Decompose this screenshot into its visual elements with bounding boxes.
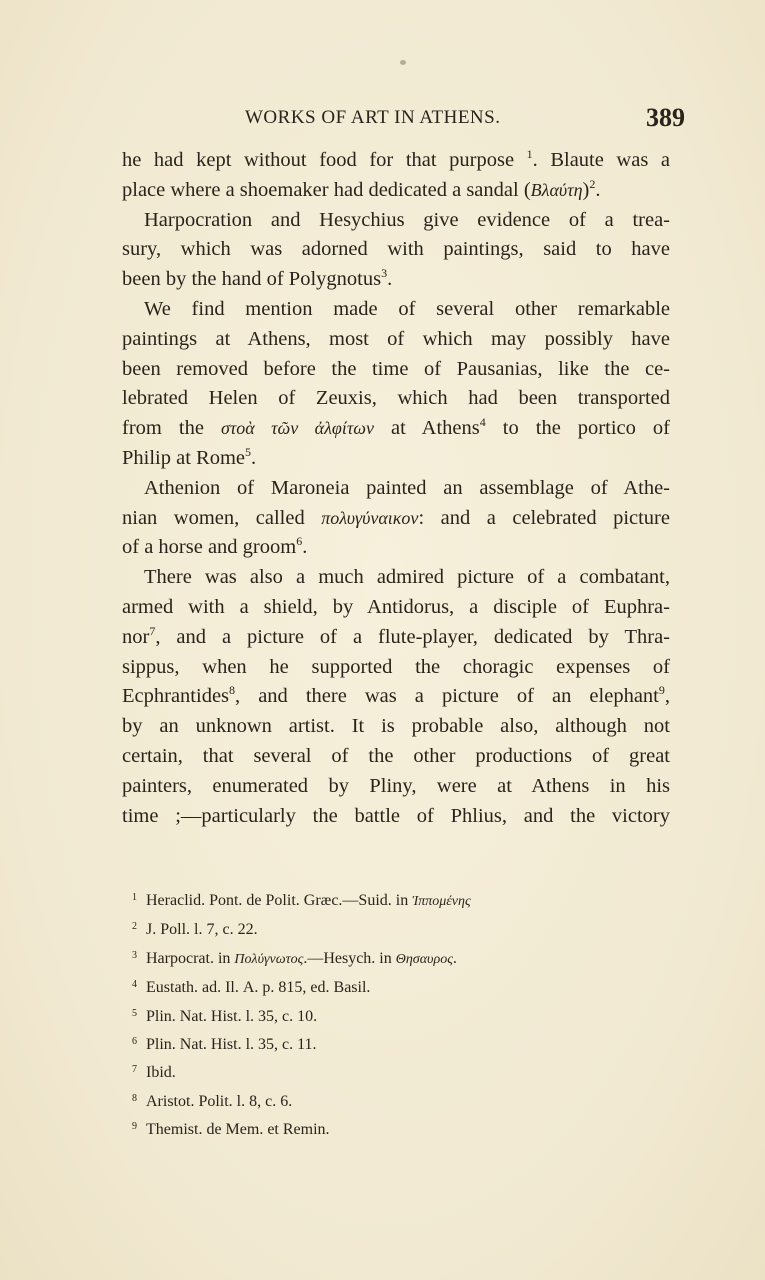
footnote-ref: 4 — [479, 415, 486, 430]
text-line: by an unknown artist. It is probable also, although not — [122, 715, 670, 738]
text-line: nor$^7$, and a picture of a flute-player, dedicated by Thra- — [122, 623, 670, 648]
footnote: 8 Aristot. Polit. l. 8, c. 6. — [132, 1086, 612, 1114]
footnote-ref: 6 — [296, 534, 303, 549]
footnote-ref: 3 — [381, 266, 388, 281]
greek-term: πολυγύναικον — [321, 507, 419, 528]
greek-term: Ἱππομένης — [412, 894, 471, 909]
text-line: been removed before the time of Pausanias, like the ce- — [122, 357, 670, 380]
paragraph-start-line: There was also a much admired picture of a combatant, — [144, 566, 670, 589]
text-line: sippus, when he supported the choragic expenses of — [122, 655, 670, 678]
text-line: from the στοὰ τῶν ἀλφίτων at Athens$^4$ to the portico of — [122, 415, 670, 440]
footnote-ref: 7 — [149, 623, 156, 638]
footnote-mark: 8 — [132, 1092, 137, 1104]
body-text — [122, 146, 670, 831]
page-number: 389 — [646, 103, 685, 132]
text-line: paintings at Athens, most of which may possibly have — [122, 327, 670, 350]
footnote-mark: 6 — [132, 1036, 137, 1048]
paragraph-start-line: Harpocration and Hesychius give evidence of a trea- — [144, 208, 670, 231]
footnote-ref: 5 — [245, 444, 251, 459]
printer-ornament-dot — [400, 60, 406, 65]
running-head: WORKS OF ART IN ATHENS. — [245, 107, 501, 128]
text-line: nian women, called πολυγύναικον: and a celebrated picture — [122, 506, 670, 529]
footnote-ref: 2 — [589, 176, 596, 191]
footnote-mark: 9 — [132, 1121, 137, 1133]
text-line: lebrated Helen of Zeuxis, which had been transported — [122, 387, 670, 410]
paragraph-start-line: We find mention made of several other remarkable — [144, 297, 670, 320]
footnote: 6 Plin. Nat. Hist. l. 35, c. 11. — [132, 1029, 612, 1057]
page-header — [120, 105, 685, 135]
footnotes — [132, 885, 612, 1143]
text-line: time ;—particularly the battle of Phlius, and the victory — [122, 804, 670, 827]
text-line: Ecphrantides$^8$, and there was a picture of an elephant$^9$, — [122, 683, 670, 708]
text-line: been by the hand of Polygnotus$^3$. — [122, 266, 393, 291]
footnote-mark: 4 — [132, 979, 137, 991]
text-line: armed with a shield, by Antidorus, a disciple of Euphra- — [122, 595, 670, 618]
footnote: 2 J. Poll. l. 7, c. 22. — [132, 914, 612, 942]
greek-term: στοὰ τῶν ἀλφίτων — [220, 418, 374, 439]
footnote: 5 Plin. Nat. Hist. l. 35, c. 10. — [132, 1001, 612, 1029]
text-line: painters, enumerated by Pliny, were at Athens in his — [122, 774, 670, 797]
footnote-mark: 5 — [132, 1007, 137, 1019]
text-line: of a horse and groom$^6$. — [122, 534, 308, 559]
text-line: Philip at Rome$^5$. — [122, 444, 257, 469]
footnote-mark: 3 — [132, 949, 137, 961]
greek-term: Θησαυρος — [395, 951, 453, 967]
footnote: 3 Harpocrat. in Πολύγνωτος.—Hesych. in Θησαυρος. — [132, 943, 612, 972]
text-line: sury, which was adorned with paintings, said to have — [122, 238, 670, 261]
footnote: 1 Heraclid. Pont. de Polit. Græc.—Suid. in Ἱππομένης — [132, 885, 612, 914]
footnote-ref: 1 — [526, 147, 533, 161]
greek-term: Βλαύτη — [530, 179, 583, 200]
text-line: he had kept without food for that purpose $^1$. Blaute was a — [122, 147, 670, 171]
footnote-ref: 9 — [658, 683, 665, 698]
footnote: 9 Themist. de Mem. et Remin. — [132, 1114, 612, 1142]
footnote-ref: 8 — [229, 683, 236, 698]
greek-term: Πολύγνωτος — [234, 951, 304, 967]
footnote-mark: 7 — [132, 1064, 137, 1076]
footnote: 7 Ibid. — [132, 1057, 612, 1085]
footnote: 4 Eustath. ad. Il. Α. p. 815, ed. Basil. — [132, 972, 612, 1000]
text-line: certain, that several of the other productions of great — [122, 744, 670, 767]
text-line: place where a shoemaker had dedicated a sandal $(B\lambda\alpha ύ\tau\eta)^2$. — [122, 176, 601, 201]
footnote-mark: 1 — [132, 892, 137, 903]
footnote-mark: 2 — [132, 921, 137, 933]
paragraph-start-line: Athenion of Maroneia painted an assemblage of Athe- — [144, 476, 670, 499]
